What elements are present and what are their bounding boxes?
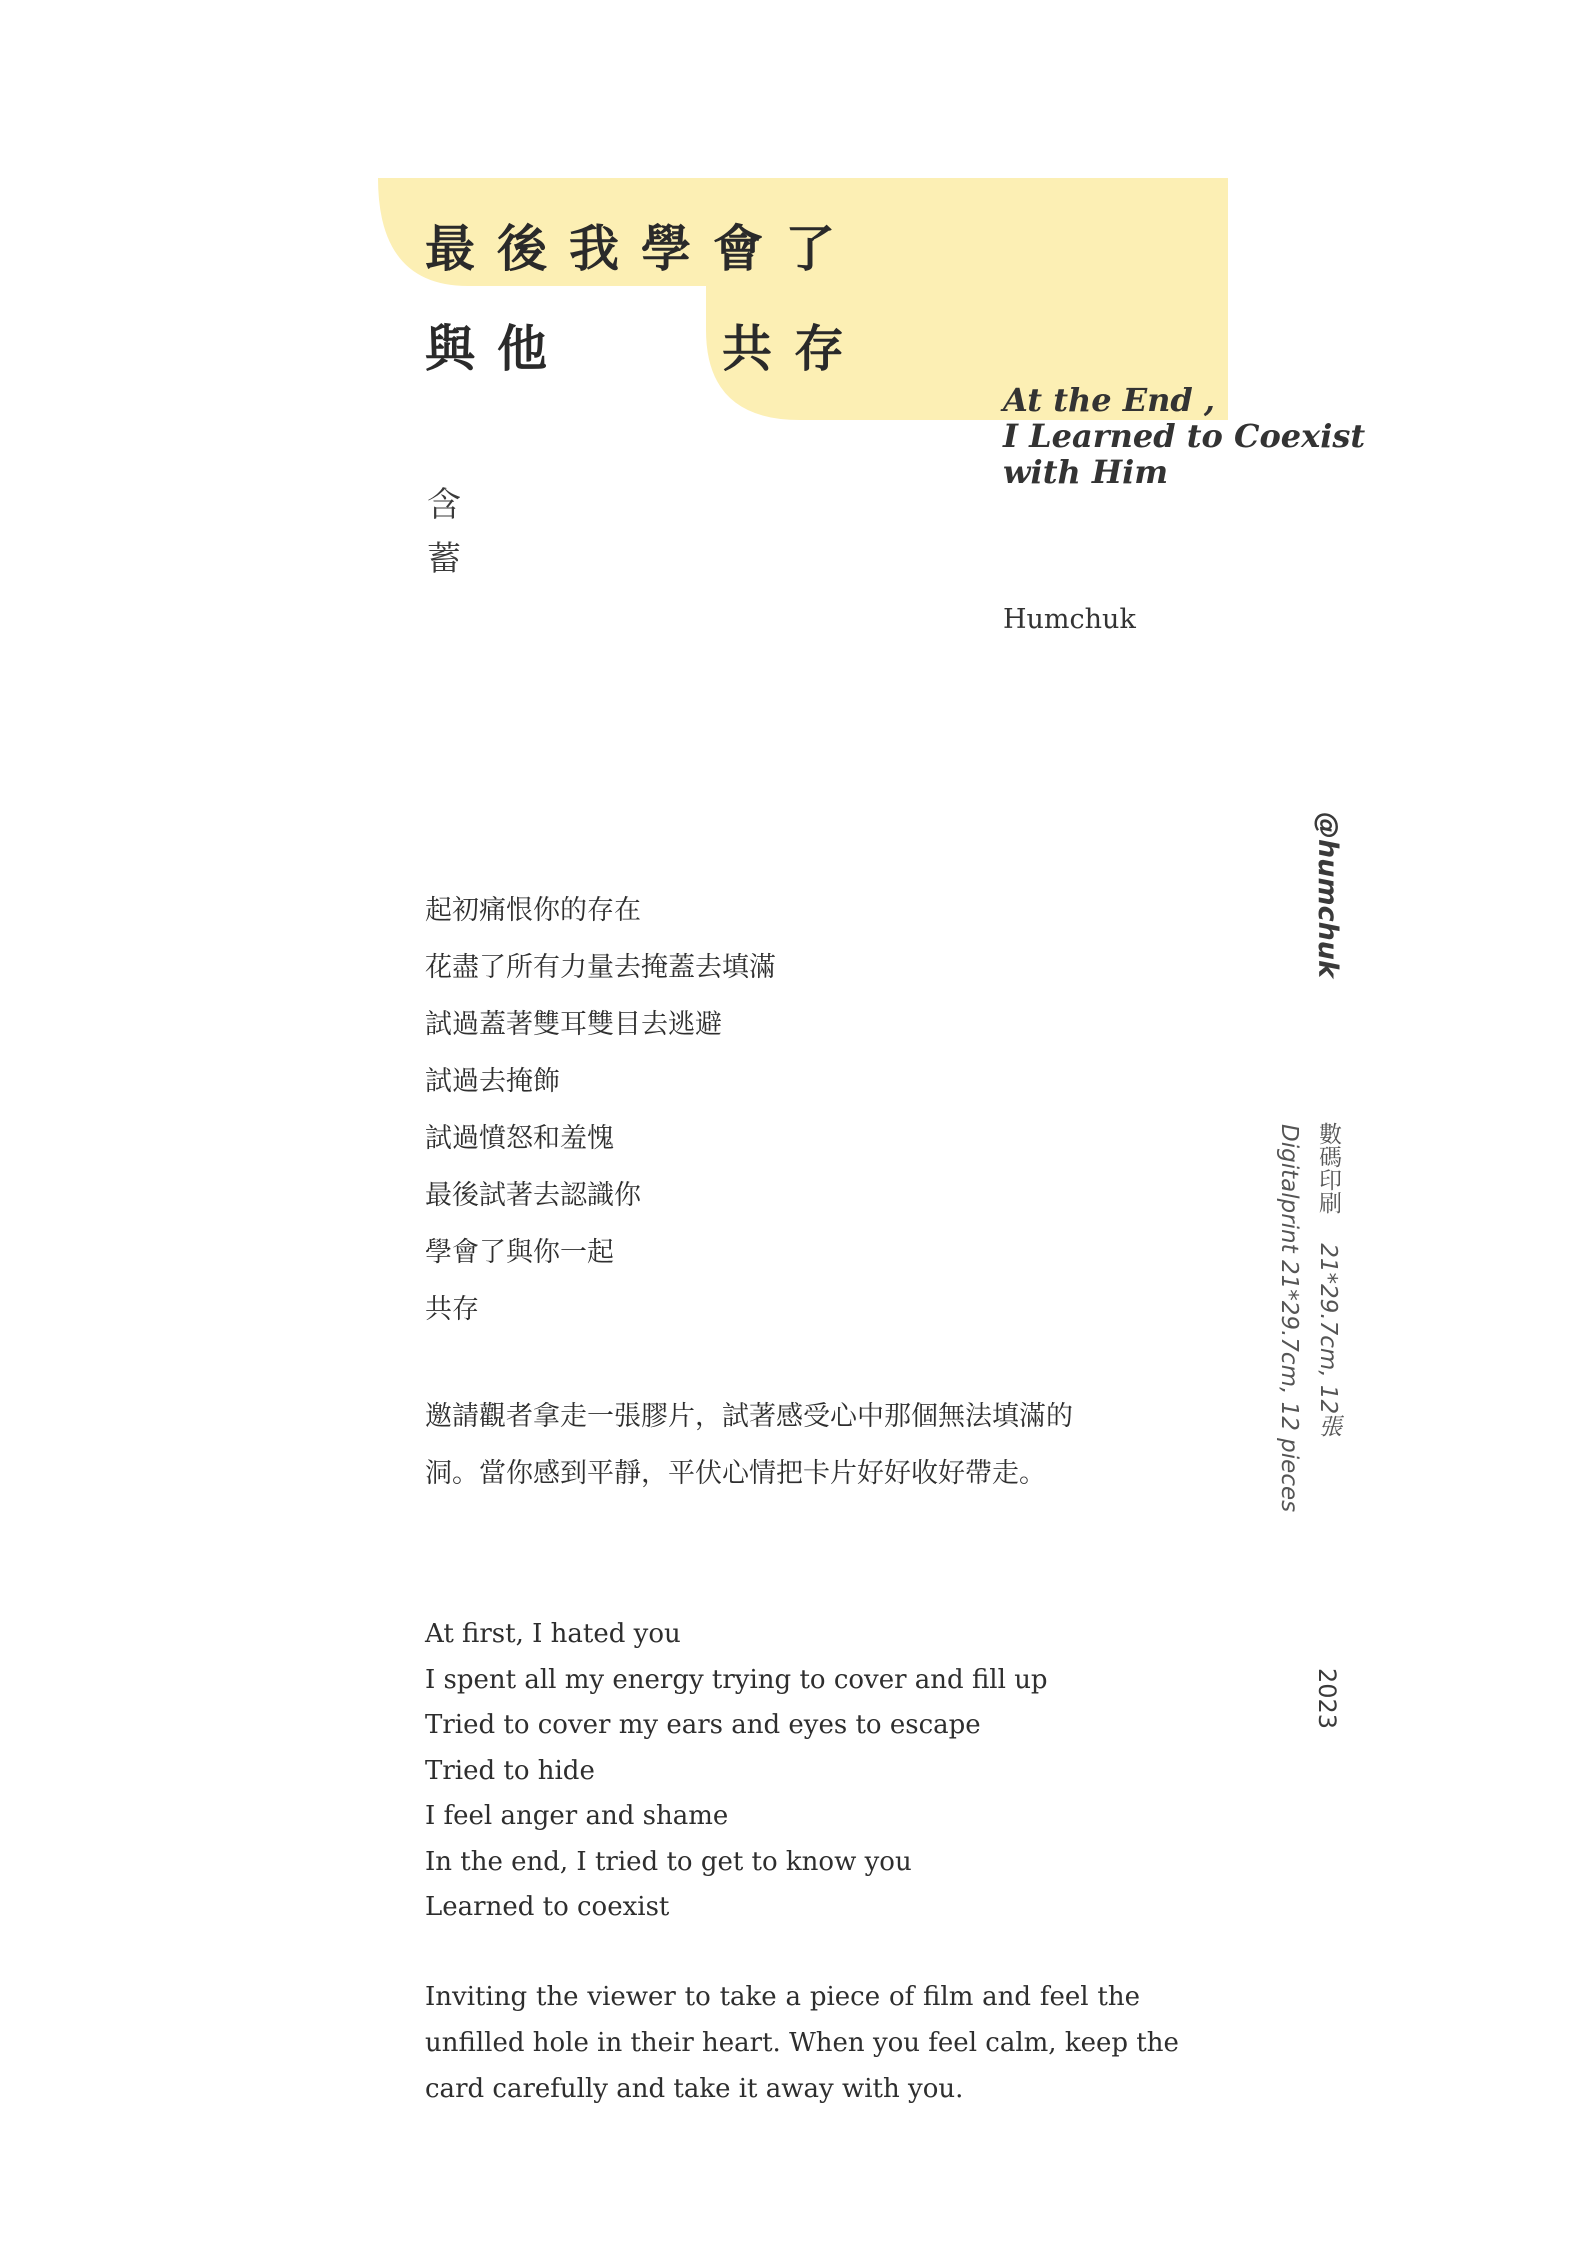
poem-cn-line: 最後試著去認識你: [425, 1180, 641, 1211]
poem-cn-line: 試過蓋著雙耳雙目去逃避: [425, 1009, 722, 1040]
poem-cn-line: 花盡了所有力量去掩蓋去填滿: [425, 952, 776, 983]
spec-english: Digitalprint 21*29.7cm, 12 pieces: [1276, 1124, 1302, 1513]
chinese-author-name: [427, 478, 467, 586]
poem-en-line: I spent all my energy trying to cover and fill up: [425, 1664, 1048, 1695]
spec-cn-detail: 21*29.7cm, 12張: [1315, 1243, 1341, 1438]
english-title-line-2: I Learned to Coexist: [1003, 417, 1366, 455]
poem-en-line: Tried to cover my ears and eyes to escape: [425, 1710, 981, 1740]
poem-cn-line: 試過去掩飾: [425, 1066, 560, 1097]
english-poem: [425, 1612, 1048, 1931]
english-title: [1003, 382, 1365, 490]
poem-en-line: In the end, I tried to get to know you: [425, 1846, 912, 1877]
chinese-invitation: [425, 1388, 1145, 1502]
chinese-author-char-1: 含: [427, 485, 461, 525]
poem-en-line: At first, I hated you: [425, 1619, 681, 1649]
chinese-poem: [425, 882, 776, 1338]
poem-cn-line: 起初痛恨你的存在: [425, 895, 641, 926]
poem-cn-line: 學會了與你一起: [425, 1237, 614, 1268]
poem-en-line: Learned to coexist: [425, 1892, 670, 1922]
spec-cn-label: 數碼印刷: [1315, 1122, 1341, 1214]
chinese-title-line-2-end: 共存: [722, 320, 866, 378]
english-title-line-3: with Him: [1003, 453, 1169, 491]
invite-cn-line: 邀請觀者拿走一張膠片，試著感受心中那個無法填滿的: [425, 1401, 1073, 1432]
invite-cn-line: 洞。當你感到平靜，平伏心情把卡片好好收好帶走。: [425, 1458, 1046, 1489]
poem-cn-line: 共存: [425, 1294, 479, 1325]
english-invitation: [425, 1974, 1179, 2112]
chinese-title-line-2-start: 與他: [425, 320, 569, 378]
year-label: 2023: [1313, 1668, 1341, 1730]
spec-chinese: [1312, 1122, 1345, 1437]
poem-en-line: Tried to hide: [425, 1755, 595, 1786]
poem-en-line: I feel anger and shame: [425, 1801, 729, 1831]
english-author-name: Humchuk: [1003, 604, 1136, 635]
chinese-author-char-2: 蓄: [427, 539, 461, 579]
english-title-line-1: At the End ,: [1003, 381, 1216, 419]
instagram-handle: @humchuk: [1312, 812, 1343, 978]
invite-en-line: card carefully and take it away with you.: [425, 2074, 964, 2104]
invite-en-line: Inviting the viewer to take a piece of film and feel the: [425, 1982, 1140, 2012]
invite-en-line: unfilled hole in their heart. When you feel calm, keep the: [425, 2028, 1179, 2058]
chinese-title-line-1: 最後我學會了: [425, 220, 857, 278]
poem-cn-line: 試過憤怒和羞愧: [425, 1123, 614, 1154]
